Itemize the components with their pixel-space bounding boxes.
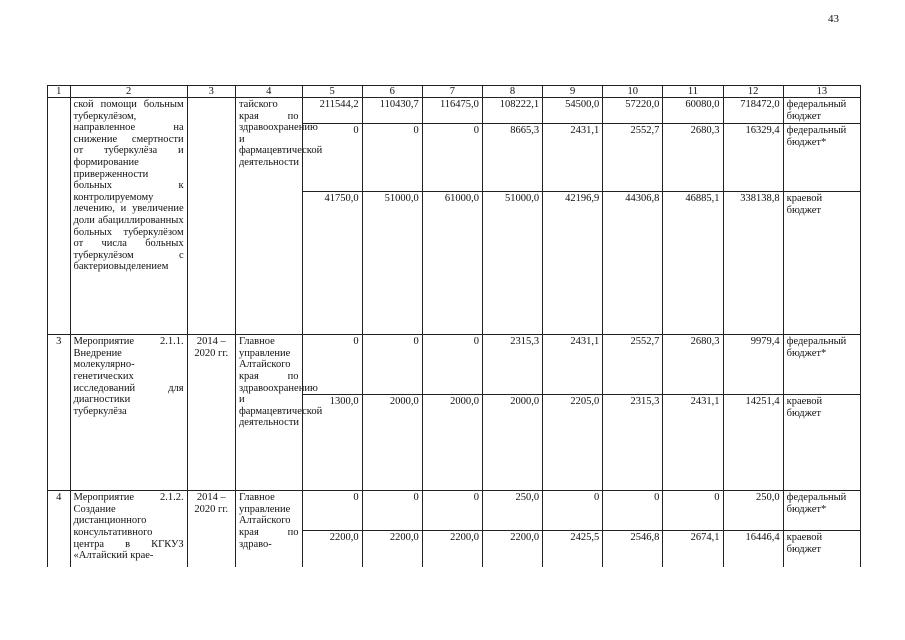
- table-row: [48, 98, 861, 124]
- value-cell: 0: [302, 124, 362, 192]
- value-cell: 0: [422, 491, 482, 531]
- value-cell: 0: [422, 124, 482, 192]
- funding-source: краевой бюджет: [783, 395, 860, 491]
- value-cell: 2000,0: [422, 395, 482, 491]
- item-number-cell: [48, 98, 71, 335]
- executor-cell: Главное управление Алтайского края по здраво-: [235, 491, 302, 567]
- page-number: 43: [828, 13, 839, 25]
- value-cell: 2680,3: [663, 335, 723, 395]
- value-cell: 2315,3: [603, 395, 663, 491]
- value-cell: 2200,0: [422, 531, 482, 567]
- column-number-row: [48, 86, 861, 98]
- value-cell: 0: [663, 491, 723, 531]
- value-cell: 2000,0: [482, 395, 542, 491]
- value-cell: 2680,3: [663, 124, 723, 192]
- value-cell: 338138,8: [723, 192, 783, 335]
- col-header: 2: [70, 86, 187, 98]
- value-cell: 54500,0: [543, 98, 603, 124]
- value-cell: 14251,4: [723, 395, 783, 491]
- value-cell: 2431,1: [543, 124, 603, 192]
- col-header: 4: [235, 86, 302, 98]
- value-cell: 41750,0: [302, 192, 362, 335]
- value-cell: 0: [422, 335, 482, 395]
- value-cell: 2200,0: [302, 531, 362, 567]
- value-cell: 0: [362, 491, 422, 531]
- col-header: 8: [482, 86, 542, 98]
- period-cell: [187, 98, 235, 335]
- col-header: 12: [723, 86, 783, 98]
- value-cell: 9979,4: [723, 335, 783, 395]
- value-cell: 0: [302, 491, 362, 531]
- value-cell: 16329,4: [723, 124, 783, 192]
- item-description: Мероприятие 2.1.2. Создание дистанционного консультативного центра в КГКУЗ «Алтайский крае-: [70, 491, 187, 567]
- value-cell: 2674,1: [663, 531, 723, 567]
- value-cell: 108222,1: [482, 98, 542, 124]
- value-cell: 42196,9: [543, 192, 603, 335]
- period-cell: 2014 – 2020 гг.: [187, 335, 235, 491]
- executor-cell: Главное управление Алтайского края по здравоохранению и фармацевтической деятельности: [235, 335, 302, 491]
- value-cell: 110430,7: [362, 98, 422, 124]
- table-row: [48, 491, 861, 531]
- value-cell: 2431,1: [543, 335, 603, 395]
- col-header: 11: [663, 86, 723, 98]
- col-header: 7: [422, 86, 482, 98]
- col-header: 6: [362, 86, 422, 98]
- value-cell: 60080,0: [663, 98, 723, 124]
- value-cell: 0: [603, 491, 663, 531]
- funding-source: федеральный бюджет*: [783, 491, 860, 531]
- value-cell: 250,0: [482, 491, 542, 531]
- item-description: ской помощи больным туберкулёзом, направленное на снижение смертности от туберкулёза и формирование приверженности больных к контролируемому лечению, и увеличение доли абациллированных больных туберкулёзом от числа больных туберкулёзом с бактериовыделением: [70, 98, 187, 335]
- col-header: 1: [48, 86, 71, 98]
- value-cell: 2000,0: [362, 395, 422, 491]
- col-header: 13: [783, 86, 860, 98]
- col-header: 5: [302, 86, 362, 98]
- col-header: 9: [543, 86, 603, 98]
- col-header: 10: [603, 86, 663, 98]
- table-row: [48, 335, 861, 395]
- value-cell: 250,0: [723, 491, 783, 531]
- value-cell: 16446,4: [723, 531, 783, 567]
- value-cell: 2425,5: [543, 531, 603, 567]
- item-description: Мероприятие 2.1.1. Внедрение молекулярно-генетических исследований для диагностики туберкулёза: [70, 335, 187, 491]
- value-cell: 2552,7: [603, 124, 663, 192]
- value-cell: 2205,0: [543, 395, 603, 491]
- value-cell: 2200,0: [482, 531, 542, 567]
- value-cell: 1300,0: [302, 395, 362, 491]
- value-cell: 51000,0: [482, 192, 542, 335]
- value-cell: 718472,0: [723, 98, 783, 124]
- period-cell: 2014 – 2020 гг.: [187, 491, 235, 567]
- item-number-cell: 3: [48, 335, 71, 491]
- col-header: 3: [187, 86, 235, 98]
- value-cell: 0: [543, 491, 603, 531]
- value-cell: 0: [362, 335, 422, 395]
- funding-source: краевой бюджет: [783, 531, 860, 567]
- value-cell: 61000,0: [422, 192, 482, 335]
- value-cell: 116475,0: [422, 98, 482, 124]
- value-cell: 211544,2: [302, 98, 362, 124]
- item-number-cell: 4: [48, 491, 71, 567]
- value-cell: 44306,8: [603, 192, 663, 335]
- budget-table: [47, 85, 861, 567]
- value-cell: 2315,3: [482, 335, 542, 395]
- value-cell: 2546,8: [603, 531, 663, 567]
- value-cell: 46885,1: [663, 192, 723, 335]
- funding-source: федеральный бюджет*: [783, 124, 860, 192]
- value-cell: 51000,0: [362, 192, 422, 335]
- value-cell: 2552,7: [603, 335, 663, 395]
- executor-cell: тайского края по здравоохранению и фармацевтической деятельности: [235, 98, 302, 335]
- funding-source: федеральный бюджет: [783, 98, 860, 124]
- value-cell: 8665,3: [482, 124, 542, 192]
- funding-source: федеральный бюджет*: [783, 335, 860, 395]
- value-cell: 0: [302, 335, 362, 395]
- value-cell: 2431,1: [663, 395, 723, 491]
- value-cell: 0: [362, 124, 422, 192]
- value-cell: 57220,0: [603, 98, 663, 124]
- value-cell: 2200,0: [362, 531, 422, 567]
- funding-source: краевой бюджет: [783, 192, 860, 335]
